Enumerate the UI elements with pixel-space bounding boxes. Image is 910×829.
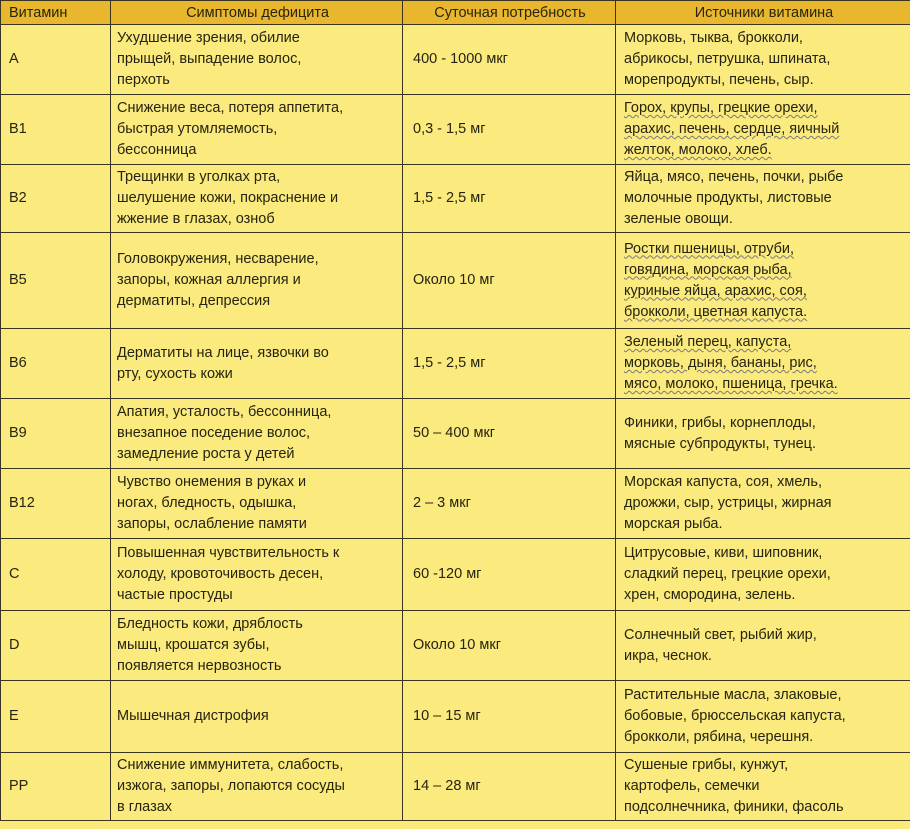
source-line: арахис, печень, сердце, яичный — [624, 121, 840, 137]
source-line: говядина, морская рыба, — [624, 261, 792, 278]
cell-vitamin: E — [1, 681, 111, 753]
cell-daily: Около 10 мг — [403, 233, 616, 329]
source-line: морковь, дыня, бананы, рис, — [624, 355, 817, 371]
symptom-line: дерматиты, депрессия — [117, 293, 271, 309]
cell-symptoms — [111, 539, 403, 611]
symptom-line: замедление роста у детей — [117, 446, 295, 462]
cell-sources — [616, 539, 910, 611]
symptom-line: быстрая утомляемость, — [117, 121, 278, 137]
cell-vitamin: B5 — [1, 233, 111, 329]
source-line: Сушеные грибы, кунжут, — [624, 757, 789, 773]
cell-sources — [616, 611, 910, 681]
symptom-line: запоры, ослабление памяти — [117, 516, 307, 532]
header-vitamin: Витамин — [1, 1, 111, 25]
symptom-line: ногах, бледность, одышка, — [117, 495, 297, 511]
source-line: брокколи, цветная капуста. — [624, 303, 808, 320]
table-row — [1, 681, 910, 753]
header-row — [1, 1, 910, 25]
cell-vitamin: A — [1, 25, 111, 95]
source-line: куриные яйца, арахис, соя, — [624, 282, 807, 299]
header-daily: Суточная потребность — [403, 1, 616, 25]
table-row — [1, 165, 910, 233]
symptom-line: бессонница — [117, 142, 197, 158]
cell-sources — [616, 469, 910, 539]
source-line: сладкий перец, грецкие орехи, — [624, 566, 831, 582]
cell-symptoms — [111, 95, 403, 165]
cell-sources — [616, 95, 910, 165]
source-line: картофель, семечки — [624, 778, 760, 794]
table-row — [1, 25, 910, 95]
table-row — [1, 329, 910, 399]
symptom-line: в глазах — [117, 799, 173, 815]
cell-daily: 14 – 28 мг — [403, 753, 616, 821]
cell-daily: 1,5 - 2,5 мг — [403, 165, 616, 233]
symptom-line: изжога, запоры, лопаются сосуды — [117, 778, 345, 794]
cell-vitamin: PP — [1, 753, 111, 821]
cell-symptoms — [111, 611, 403, 681]
source-line: Растительные масла, злаковые, — [624, 687, 842, 703]
symptom-line: жжение в глазах, озноб — [117, 211, 275, 227]
cell-symptoms — [111, 469, 403, 539]
symptom-line: рту, сухость кожи — [117, 365, 233, 382]
table-row — [1, 95, 910, 165]
source-line: Горох, крупы, грецкие орехи, — [624, 100, 818, 116]
symptom-line: Бледность кожи, дряблость — [117, 616, 303, 632]
source-line: подсолнечника, финики, фасоль — [624, 799, 844, 815]
symptom-line: Снижение иммунитета, слабость, — [117, 757, 344, 773]
cell-vitamin: D — [1, 611, 111, 681]
cell-symptoms — [111, 753, 403, 821]
symptom-line: Трещинки в уголках рта, — [117, 169, 281, 185]
symptom-line: шелушение кожи, покраснение и — [117, 190, 339, 206]
cell-symptoms — [111, 329, 403, 399]
symptom-line: перхоть — [117, 72, 170, 88]
cell-daily: 400 - 1000 мкг — [403, 25, 616, 95]
symptom-line: холоду, кровоточивость десен, — [117, 566, 324, 582]
cell-symptoms — [111, 681, 403, 753]
source-line: Морковь, тыква, брокколи, — [624, 30, 803, 46]
cell-sources — [616, 681, 910, 753]
symptom-line: внезапное поседение волос, — [117, 425, 311, 441]
cell-daily: 60 -120 мг — [403, 539, 616, 611]
cell-symptoms — [111, 399, 403, 469]
source-line: Солнечный свет, рыбий жир, — [624, 626, 817, 643]
symptom-line: Дерматиты на лице, язвочки во — [117, 344, 329, 361]
source-line: Зеленый перец, капуста, — [624, 334, 792, 350]
symptom-line: Повышенная чувствительность к — [117, 545, 340, 561]
cell-sources — [616, 399, 910, 469]
table-row — [1, 611, 910, 681]
cell-sources — [616, 233, 910, 329]
cell-symptoms — [111, 165, 403, 233]
source-line: зеленые овощи. — [624, 211, 733, 227]
source-line: дрожжи, сыр, устрицы, жирная — [624, 495, 832, 511]
header-symptoms: Симптомы дефицита — [111, 1, 403, 25]
symptom-line: Апатия, усталость, бессонница, — [117, 404, 332, 420]
source-line: хрен, смородина, зелень. — [624, 587, 796, 603]
cell-sources — [616, 25, 910, 95]
symptom-line: Ухудшение зрения, обилие — [117, 30, 300, 46]
cell-vitamin: B12 — [1, 469, 111, 539]
symptom-line: Головокружения, несварение, — [117, 251, 319, 267]
cell-daily: 2 – 3 мкг — [403, 469, 616, 539]
source-line: брокколи, рябина, черешня. — [624, 729, 814, 745]
symptom-line: появляется нервозность — [117, 658, 282, 674]
table-row — [1, 399, 910, 469]
symptom-line: Снижение веса, потеря аппетита, — [117, 100, 344, 116]
source-line: морская рыба. — [624, 516, 723, 532]
symptom-line: запоры, кожная аллергия и — [117, 272, 301, 288]
table-row — [1, 539, 910, 611]
cell-daily: 1,5 - 2,5 мг — [403, 329, 616, 399]
source-line: Яйца, мясо, печень, почки, рыбе — [624, 169, 844, 185]
symptom-line: Чувство онемения в руках и — [117, 474, 307, 490]
source-line: Ростки пшеницы, отруби, — [624, 240, 795, 257]
symptom-line: Мышечная дистрофия — [117, 708, 269, 724]
symptom-line: прыщей, выпадение волос, — [117, 51, 302, 67]
cell-vitamin: B2 — [1, 165, 111, 233]
source-line: мясо, молоко, пшеница, гречка. — [624, 376, 838, 392]
cell-sources — [616, 753, 910, 821]
cell-vitamin: B1 — [1, 95, 111, 165]
table-row — [1, 753, 910, 821]
symptom-line: частые простуды — [117, 587, 233, 603]
cell-daily: Около 10 мкг — [403, 611, 616, 681]
source-line: Морская капуста, соя, хмель, — [624, 474, 822, 490]
cell-vitamin: B9 — [1, 399, 111, 469]
source-line: бобовые, брюссельская капуста, — [624, 708, 846, 724]
symptom-line: мышц, крошатся зубы, — [117, 637, 270, 653]
source-line: желток, молоко, хлеб. — [624, 142, 772, 158]
source-line: молочные продукты, листовые — [624, 190, 832, 206]
source-line: морепродукты, печень, сыр. — [624, 72, 814, 88]
cell-vitamin: B6 — [1, 329, 111, 399]
table-row — [1, 469, 910, 539]
source-line: абрикосы, петрушка, шпината, — [624, 51, 831, 67]
cell-daily: 10 – 15 мг — [403, 681, 616, 753]
cell-sources — [616, 165, 910, 233]
cell-daily: 0,3 - 1,5 мг — [403, 95, 616, 165]
cell-daily: 50 – 400 мкг — [403, 399, 616, 469]
cell-sources — [616, 329, 910, 399]
source-line: мясные субпродукты, тунец. — [624, 435, 817, 452]
header-sources: Источники витамина — [616, 1, 910, 25]
table-row — [1, 233, 910, 329]
cell-vitamin: C — [1, 539, 111, 611]
cell-symptoms — [111, 25, 403, 95]
source-line: Цитрусовые, киви, шиповник, — [624, 545, 823, 561]
source-line: икра, чеснок. — [624, 647, 712, 664]
source-line: Финики, грибы, корнеплоды, — [624, 414, 816, 431]
cell-symptoms — [111, 233, 403, 329]
